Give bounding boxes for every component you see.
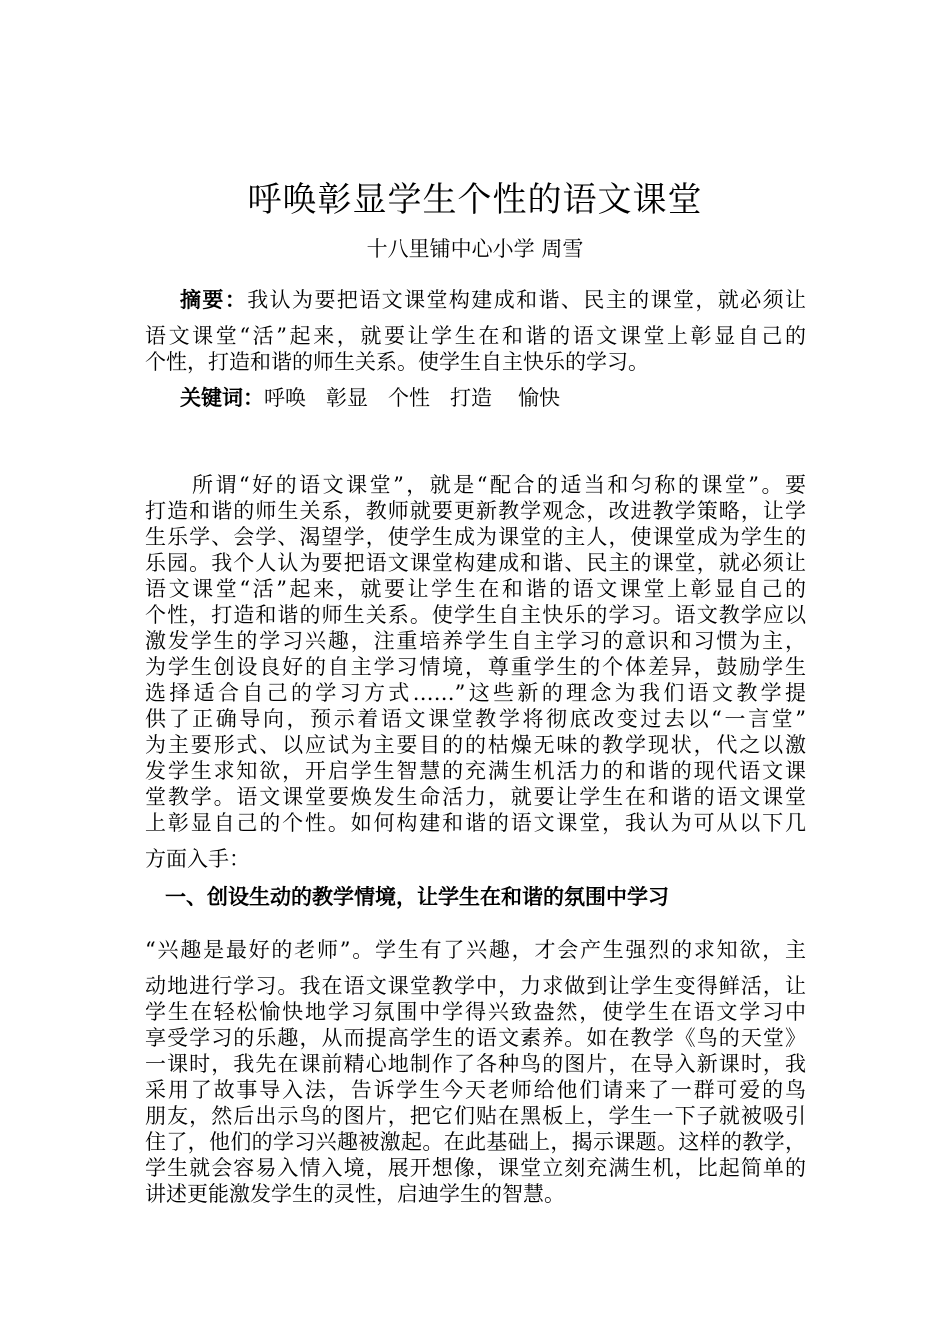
section-line: “兴趣是最好的老师”。学生有了兴趣，才会产生强烈的求知欲，主 [145,938,806,962]
keywords-label: 关键词： [180,386,264,410]
keyword: 个性 [388,386,430,410]
intro-line: 为学生创设良好的自主学习情境，尊重学生的个体差异，鼓励学生 [145,655,806,679]
abstract-line-2: 语文课堂“活”起来，就要让学生在和谐的语文课堂上彰显自己的 [145,324,806,348]
keyword: 呼唤 [264,386,306,410]
intro-line: 激发学生的学习兴趣，注重培养学生自主学习的意识和习惯为主， [145,629,806,653]
intro-line: 选择适合自己的学习方式……”这些新的理念为我们语文教学提 [145,681,806,705]
section-heading: 一、创设生动的教学情境，让学生在和谐的氛围中学习 [165,885,669,909]
section-line: 动地进行学习。我在语文课堂教学中，力求做到让学生变得鲜活，让 [145,974,806,998]
section-line: 讲述更能激发学生的灵性，启迪学生的智慧。 [145,1182,565,1206]
intro-line: 发学生求知欲，开启学生智慧的充满生机活力的和谐的现代语文课 [145,759,806,783]
section-line: 住了，他们的学习兴趣被激起。在此基础上，揭示课题。这样的教学， [145,1130,806,1154]
section-line: 朋友，然后出示鸟的图片，把它们贴在黑板上，学生一下子就被吸引 [145,1104,806,1128]
intro-line: 个性，打造和谐的师生关系。使学生自主快乐的学习。语文教学应以 [145,603,806,627]
abstract-line-1: 摘要：我认为要把语文课堂构建成和谐、民主的课堂，就必须让 [180,288,807,312]
section-line: 享受学习的乐趣，从而提高学生的语文素养。如在教学《鸟的天堂》 [145,1026,806,1050]
keyword: 打造 [450,386,492,410]
section-line: 学生在轻松愉快地学习氛围中学得兴致盎然，使学生在语文学习中 [145,1000,806,1024]
intro-line: 方面入手： [145,847,250,871]
intro-line: 语文课堂“活”起来，就要让学生在和谐的语文课堂上彰显自己的 [145,577,806,601]
section-line: 学生就会容易入情入境，展开想像，课堂立刻充满生机，比起简单的 [145,1156,806,1180]
intro-line: 所谓“好的语文课堂”，就是“配合的适当和匀称的课堂”。要 [145,473,806,497]
abstract-line-3: 个性，打造和谐的师生关系。使学生自主快乐的学习。 [145,350,649,374]
keyword: 愉快 [518,386,560,410]
intro-line: 生乐学、会学、渴望学，使学生成为课堂的主人，使课堂成为学生的 [145,525,806,549]
keywords-line [180,385,580,411]
intro-line: 打造和谐的师生关系，教师就要更新教学观念，改进教学策略，让学 [145,499,806,523]
intro-line: 乐园。我个人认为要把语文课堂构建成和谐、民主的课堂，就必须让 [145,551,806,575]
abstract-label: 摘要： [180,288,248,312]
section-line: 一课时，我先在课前精心地制作了各种鸟的图片，在导入新课时，我 [145,1052,806,1076]
document-title: 呼唤彰显学生个性的语文课堂 [247,180,703,220]
intro-line: 为主要形式、以应试为主要目的的枯燥无味的教学现状，代之以激 [145,733,806,757]
intro-line: 堂教学。语文课堂要焕发生命活力，就要让学生在和谐的语文课堂 [145,785,806,809]
intro-line: 上彰显自己的个性。如何构建和谐的语文课堂，我认为可从以下几 [145,811,806,835]
section-line: 采用了故事导入法，告诉学生今天老师给他们请来了一群可爱的鸟 [145,1078,806,1102]
keyword: 彰显 [326,386,368,410]
intro-line: 供了正确导向，预示着语文课堂教学将彻底改变过去以“一言堂” [145,707,806,731]
author-line: 十八里铺中心小学 周雪 [366,237,584,261]
